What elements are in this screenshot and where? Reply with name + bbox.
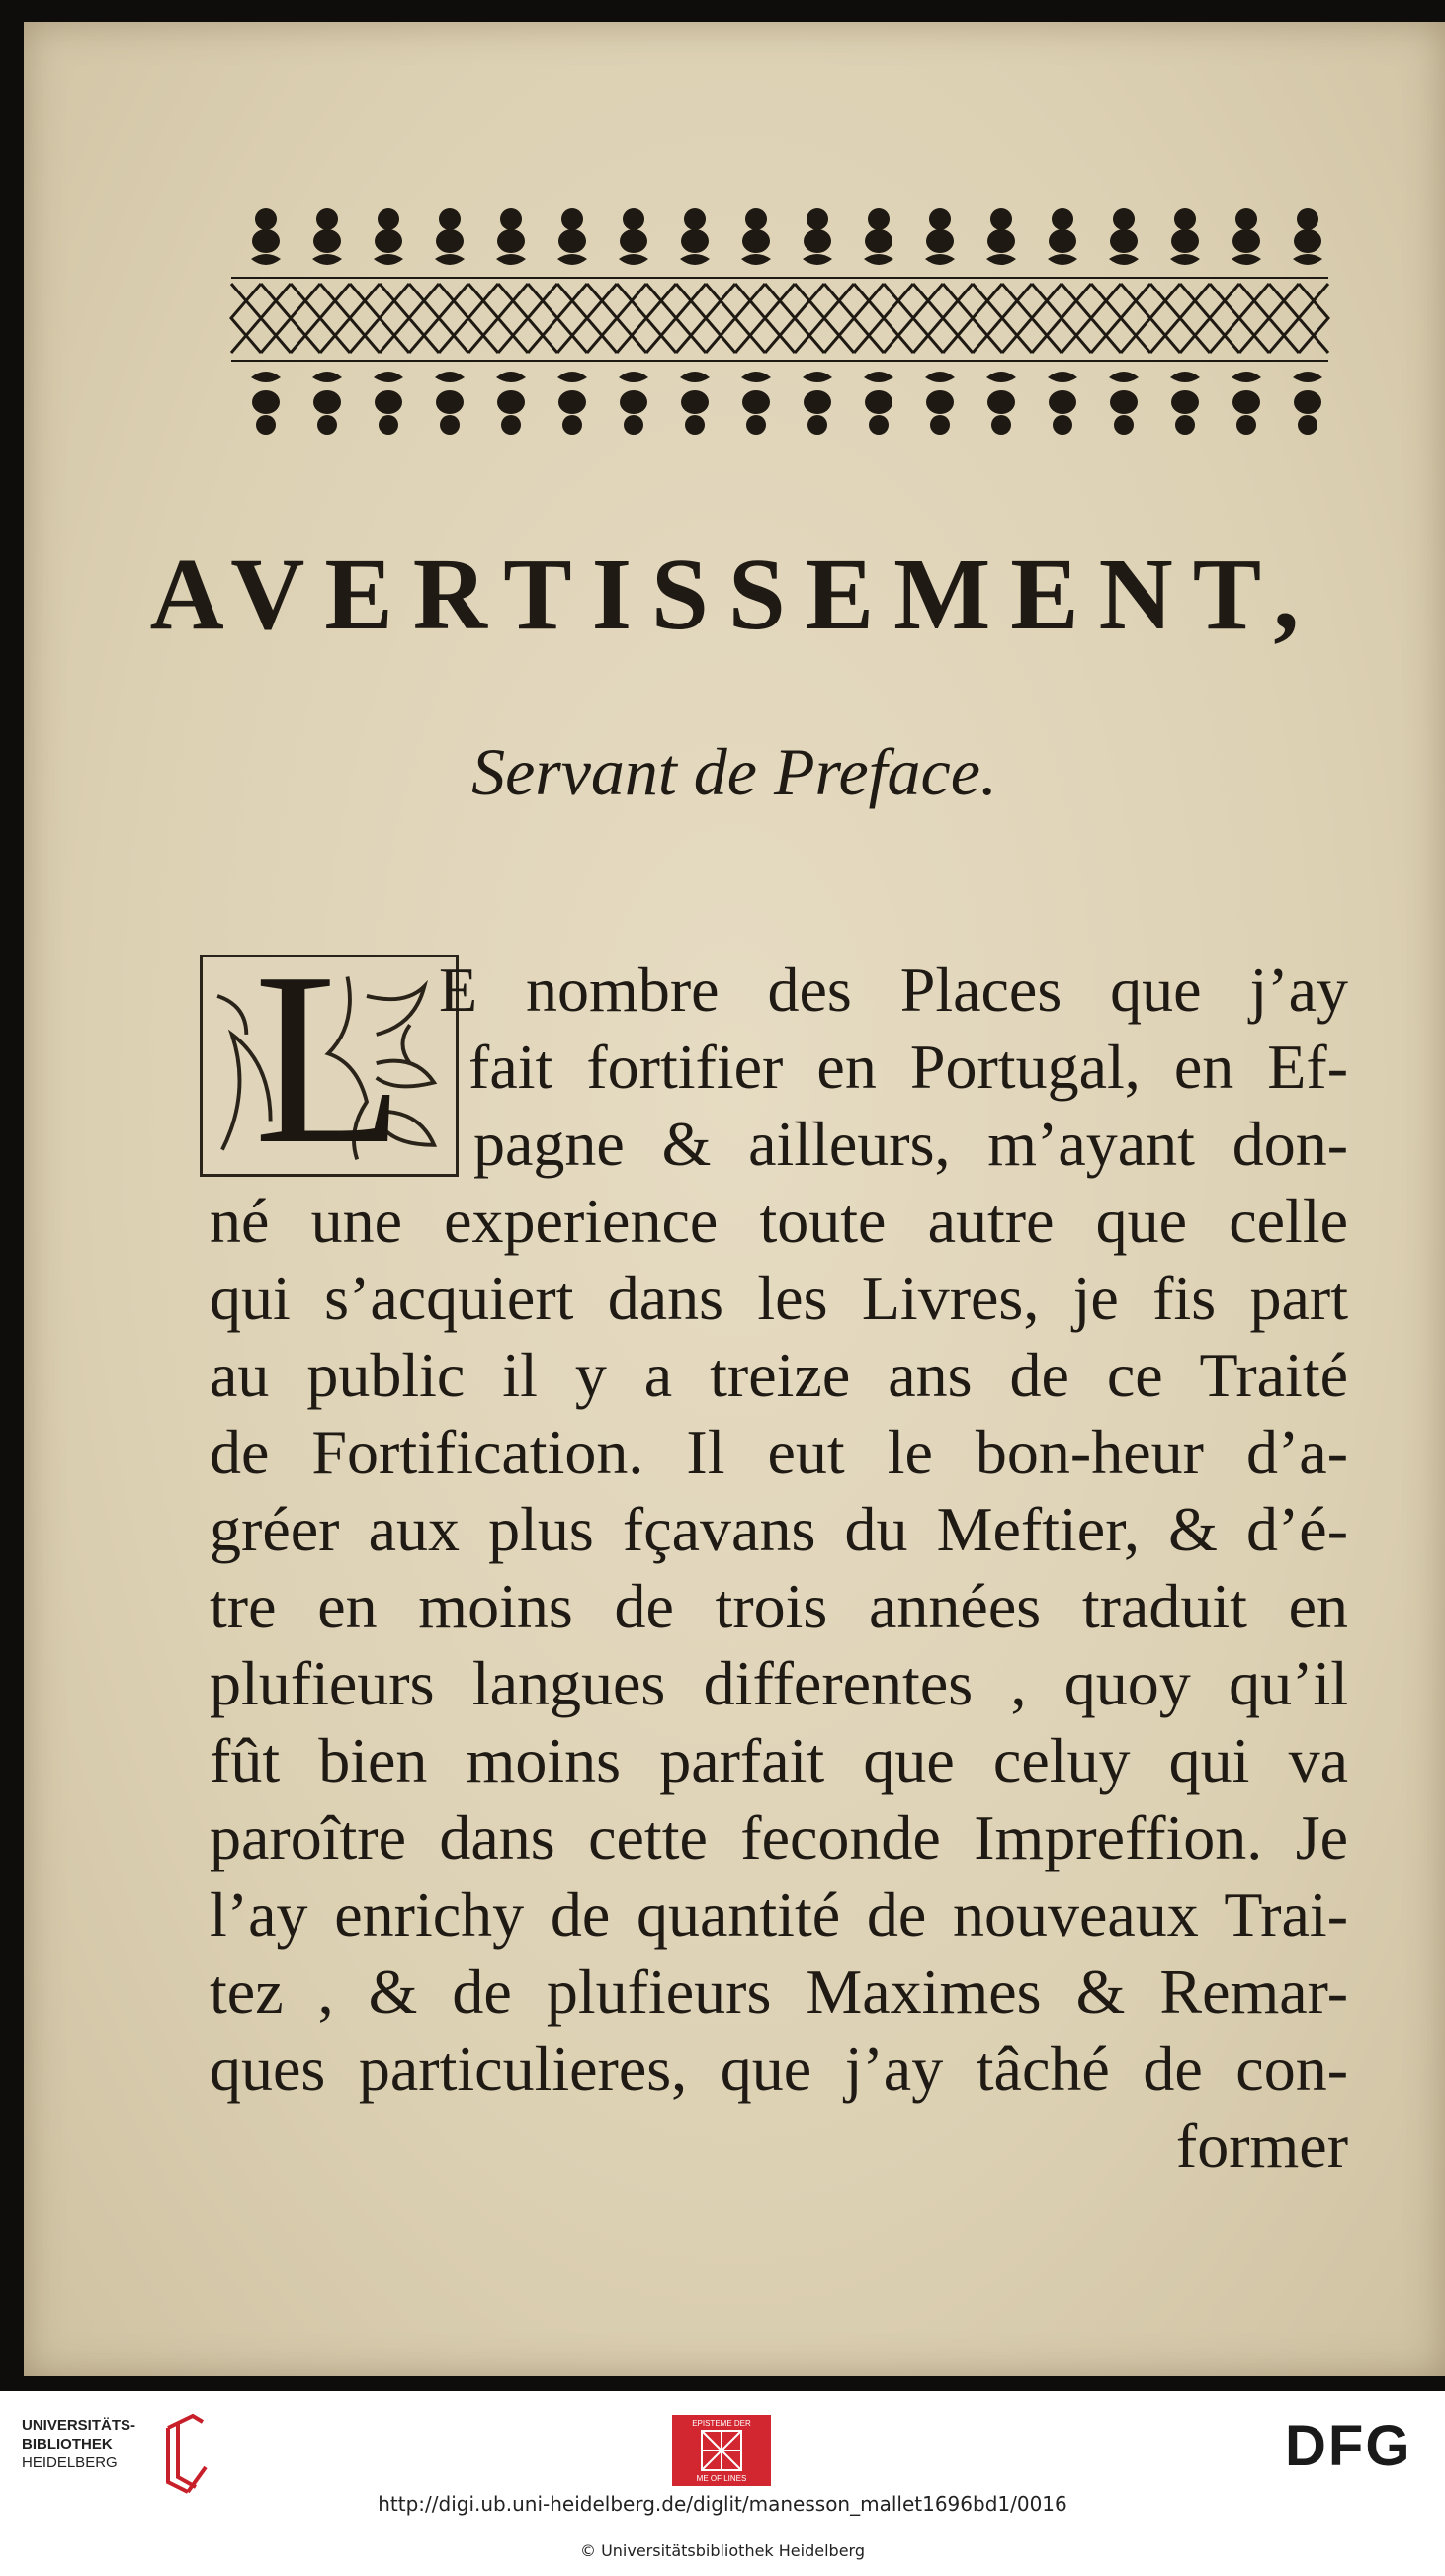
- text-line: ques particulieres, que j’ay tâché de con-: [210, 2034, 1348, 2104]
- text-line: plufieurs langues differentes , quoy qu’il: [210, 1648, 1348, 1718]
- text-line: de Fortification. Il eut le bon-heur d’a-: [210, 1417, 1348, 1487]
- book-stack-icon: [138, 2408, 222, 2497]
- text-line: paroître dans cette feconde Impreffion. Je: [210, 1802, 1348, 1872]
- copyright-notice: © Universitätsbibliothek Heidelberg: [579, 2541, 865, 2560]
- text-line: gréer aux plus fçavans du Meftier, & d’é-: [210, 1494, 1348, 1564]
- text-line: l’ay enrichy de quantité de nouveaux Trai-: [210, 1879, 1348, 1950]
- dropcap-letter: L: [253, 922, 405, 1196]
- book-page: [24, 22, 1445, 2376]
- viewer-footer: [0, 2391, 1445, 2576]
- text-line: tre en moins de trois années traduit en: [210, 1571, 1348, 1641]
- page-title: AVERTISSEMENT,: [149, 538, 1319, 651]
- text-line: qui s’acquiert dans les Livres, je fis part: [210, 1263, 1348, 1333]
- library-name-line: UNIVERSITÄTS-: [22, 2417, 136, 2434]
- text-line: E nombre des Places que j’ay: [439, 955, 1348, 1025]
- text-line: au public il y a treize ans de ce Traité: [210, 1340, 1348, 1410]
- page-subtitle: Servant de Preface.: [471, 734, 997, 809]
- text-line: né une experience toute autre que celle: [210, 1186, 1348, 1256]
- permalink-url[interactable]: http://digi.ub.uni-heidelberg.de/diglit/manesson_mallet1696bd1/0016: [378, 2492, 1067, 2516]
- text-line: pagne & ailleurs, m’ayant don-: [473, 1109, 1348, 1179]
- text-line: fût bien moins parfait que celuy qui va: [210, 1725, 1348, 1795]
- episteme-logo-icon: [672, 2415, 771, 2486]
- dfg-logo[interactable]: DFG: [1285, 2414, 1412, 2478]
- ub-heidelberg-logo[interactable]: [22, 2408, 219, 2497]
- text-line: tez , & de plufieurs Maximes & Remar-: [210, 1956, 1348, 2027]
- episteme-badge[interactable]: [672, 2415, 771, 2486]
- catchword: former: [1175, 2111, 1348, 2181]
- library-name-line: BIBLIOTHEK: [22, 2436, 113, 2452]
- badge-bottom-text: ME OF LINES: [696, 2474, 747, 2483]
- badge-top-text: EPISTEME DER: [692, 2419, 751, 2428]
- text-line: fait fortifier en Portugal, en Ef-: [468, 1032, 1348, 1102]
- library-name-line: HEIDELBERG: [22, 2454, 118, 2471]
- body-paragraph: [24, 22, 1445, 2376]
